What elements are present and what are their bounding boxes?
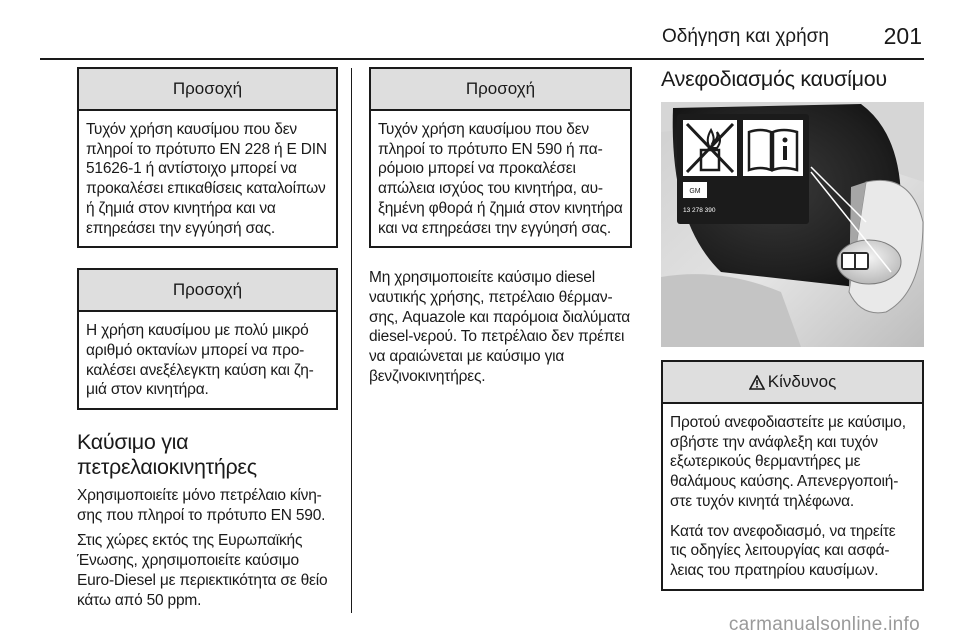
body-paragraph: Χρησιμοποιείτε μόνο πετρέλαιο κίνησης που πληροί το πρότυπο EN 590. [77, 487, 326, 524]
caution-box-body [79, 111, 336, 246]
warning-triangle-icon [749, 375, 765, 390]
danger-label: Κίνδυνος [767, 372, 837, 391]
svg-text:GM: GM [689, 188, 701, 195]
caution-box-header: Προσοχή [79, 270, 336, 312]
caution-box-octane [77, 268, 338, 410]
caution-text: Τυχόν χρήση καυσίμου που δεν πληροί το πρότυπο EN 590 ή παρόμοιο μπορεί να προκαλέσει απώλεια ισχύος του κινητήρα, αυξημένη φθορά ή ζημιά στον κινητήρα και να επηρεάσει την εγγύησή σας. [378, 121, 623, 237]
header-title: Οδήγηση και χρήση [662, 26, 829, 47]
no-fire-icon [683, 120, 737, 176]
watermark: carmanualsonline.info [728, 614, 920, 635]
section-heading-refuelling: Ανεφοδιασμός καυσίμου [661, 67, 887, 91]
caution-text: Τυχόν χρήση καυσίμου που δεν πληροί το πρότυπο EN 228 ή E DIN 51626-1 ή αντίστοιχο μπορεί να προκαλέσει επικαθίσεις καταλοίπων ή ζημιά στον κινητήρα και να επηρεάσει την εγγύησή σας. [86, 121, 327, 237]
danger-box-refuelling [661, 360, 924, 591]
danger-box-body [663, 404, 922, 589]
danger-text: Κατά τον ανεφοδιασμό, να τηρείτε τις οδηγίες λειτουργίας και ασφάλειας του πρατηρίου καυσίμων. [670, 522, 896, 579]
fuel-flap-photo [661, 102, 924, 347]
image-reference-number: 13 278 390 [683, 207, 716, 214]
caution-box-header: Προσοχή [79, 69, 336, 111]
column-2 [369, 67, 632, 392]
header-rule [40, 58, 924, 60]
section-heading-diesel-fuel: Καύσιμο για πετρελαιοκινητήρες [77, 430, 257, 480]
caution-box-en590 [369, 67, 632, 248]
column-divider [351, 68, 352, 613]
caution-text: Η χρήση καυσίμου με πολύ μικρό αριθμό οκτανίων μπορεί να προκαλέσει ανεξέλεγκτη καύση και ζημιά στον κινητήρα. [86, 322, 314, 399]
caution-box-body [79, 312, 336, 408]
caution-box-body [371, 111, 630, 246]
column-3 [661, 67, 924, 611]
caution-box-header: Προσοχή [371, 69, 630, 111]
body-paragraph: Μη χρησιμοποιείτε καύσιμο diesel ναυτικής χρήσης, πετρέλαιο θέρμανσης, Aquazole και παρόμοια διαλύματα diesel-νερού. Το πετρέλαιο δεν πρέπει να αραιώνεται με καύσιμο για βενζινοκινητήρες. [369, 269, 631, 385]
manual-book-icon [743, 120, 803, 176]
danger-text: Προτού ανεφοδιαστείτε με καύσιμο, σβήστε την ανάφλεξη και τυχόν εξωτερικούς θερμαντήρες με θαλάμους καύσης. Απενεργοποιήστε τυχόν κινητά τηλέφωνα. [670, 414, 906, 510]
page-number: 201 [883, 23, 922, 49]
body-paragraph: Στις χώρες εκτός της Ευρωπαϊκής Ένωσης, χρησιμοποιείτε καύσιμο Euro-Diesel με περιεκτικότητα σε θείο κάτω από 50 ppm. [77, 532, 328, 609]
danger-box-header [663, 362, 922, 404]
caution-box-emissions [77, 67, 338, 248]
column-1 [77, 67, 338, 616]
